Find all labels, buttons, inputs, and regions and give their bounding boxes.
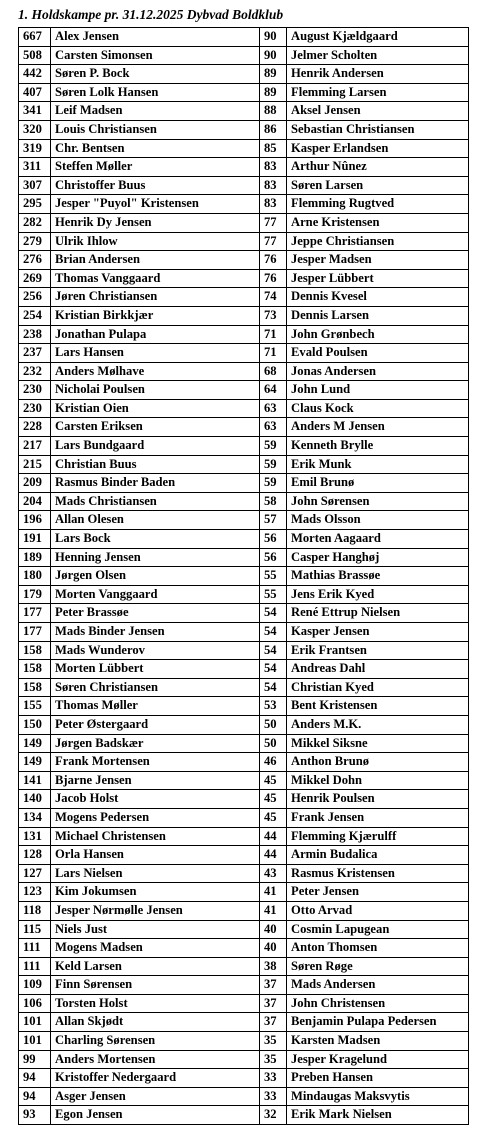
match-count-cell: 230 bbox=[19, 399, 51, 418]
match-count-cell: 276 bbox=[19, 251, 51, 270]
player-name-cell: Thomas Vanggaard bbox=[51, 269, 260, 288]
table-row bbox=[19, 381, 469, 400]
match-count-cell: 123 bbox=[19, 883, 51, 902]
match-count-cell: 111 bbox=[19, 939, 51, 958]
table-row bbox=[19, 846, 469, 865]
player-name-cell: Keld Larsen bbox=[51, 957, 260, 976]
player-name-cell: Brian Andersen bbox=[51, 251, 260, 270]
player-name-cell: Peter Østergaard bbox=[51, 715, 260, 734]
player-name-cell: Jeppe Christiansen bbox=[287, 232, 469, 251]
player-name-cell: Mads Binder Jensen bbox=[51, 623, 260, 642]
player-name-cell: Alex Jensen bbox=[51, 28, 260, 47]
match-count-cell: 94 bbox=[19, 1069, 51, 1088]
match-count-cell: 54 bbox=[260, 623, 287, 642]
player-name-cell: Morten Vanggaard bbox=[51, 585, 260, 604]
player-name-cell: Flemming Rugtved bbox=[287, 195, 469, 214]
match-count-cell: 180 bbox=[19, 567, 51, 586]
table-row bbox=[19, 771, 469, 790]
player-name-cell: Jørgen Olsen bbox=[51, 567, 260, 586]
table-row bbox=[19, 678, 469, 697]
match-count-cell: 101 bbox=[19, 1032, 51, 1051]
player-name-cell: Søren Larsen bbox=[287, 176, 469, 195]
player-name-cell: Lars Hansen bbox=[51, 344, 260, 363]
player-name-cell: Torsten Holst bbox=[51, 994, 260, 1013]
table-row bbox=[19, 530, 469, 549]
player-name-cell: Mogens Madsen bbox=[51, 939, 260, 958]
match-count-cell: 667 bbox=[19, 28, 51, 47]
table-row bbox=[19, 864, 469, 883]
table-row bbox=[19, 697, 469, 716]
match-count-cell: 269 bbox=[19, 269, 51, 288]
match-count-cell: 90 bbox=[260, 46, 287, 65]
table-row bbox=[19, 65, 469, 84]
match-count-cell: 59 bbox=[260, 474, 287, 493]
player-name-cell: Jesper Nørmølle Jensen bbox=[51, 901, 260, 920]
table-row bbox=[19, 251, 469, 270]
player-name-cell: Henrik Dy Jensen bbox=[51, 213, 260, 232]
match-count-cell: 115 bbox=[19, 920, 51, 939]
player-name-cell: Orla Hansen bbox=[51, 846, 260, 865]
player-name-cell: Mikkel Dohn bbox=[287, 771, 469, 790]
match-count-cell: 237 bbox=[19, 344, 51, 363]
table-row bbox=[19, 83, 469, 102]
match-count-cell: 89 bbox=[260, 83, 287, 102]
document-title: 1. Holdskampe pr. 31.12.2025 Dybvad Boldklub bbox=[18, 7, 284, 22]
match-count-cell: 128 bbox=[19, 846, 51, 865]
match-count-cell: 54 bbox=[260, 641, 287, 660]
match-count-cell: 179 bbox=[19, 585, 51, 604]
match-count-cell: 43 bbox=[260, 864, 287, 883]
match-count-cell: 150 bbox=[19, 715, 51, 734]
match-count-cell: 341 bbox=[19, 102, 51, 121]
match-count-cell: 56 bbox=[260, 530, 287, 549]
table-row bbox=[19, 158, 469, 177]
match-count-cell: 63 bbox=[260, 418, 287, 437]
player-name-cell: Christian Buus bbox=[51, 455, 260, 474]
table-row bbox=[19, 288, 469, 307]
player-name-cell: Kim Jokumsen bbox=[51, 883, 260, 902]
match-count-cell: 282 bbox=[19, 213, 51, 232]
match-count-cell: 307 bbox=[19, 176, 51, 195]
match-count-cell: 149 bbox=[19, 753, 51, 772]
player-name-cell: Henrik Andersen bbox=[287, 65, 469, 84]
table-row bbox=[19, 567, 469, 586]
player-name-cell: Bent Kristensen bbox=[287, 697, 469, 716]
match-count-cell: 407 bbox=[19, 83, 51, 102]
match-count-cell: 215 bbox=[19, 455, 51, 474]
match-count-cell: 71 bbox=[260, 325, 287, 344]
match-count-cell: 254 bbox=[19, 306, 51, 325]
match-count-cell: 46 bbox=[260, 753, 287, 772]
player-name-cell: John Grønbech bbox=[287, 325, 469, 344]
table-row bbox=[19, 623, 469, 642]
table-row bbox=[19, 939, 469, 958]
player-name-cell: Dennis Larsen bbox=[287, 306, 469, 325]
table-row bbox=[19, 139, 469, 158]
match-count-cell: 295 bbox=[19, 195, 51, 214]
match-count-cell: 101 bbox=[19, 1013, 51, 1032]
player-name-cell: Frank Mortensen bbox=[51, 753, 260, 772]
player-name-cell: Andreas Dahl bbox=[287, 660, 469, 679]
player-name-cell: Kristian Oien bbox=[51, 399, 260, 418]
player-name-cell: Erik Munk bbox=[287, 455, 469, 474]
match-count-cell: 44 bbox=[260, 827, 287, 846]
match-count-cell: 76 bbox=[260, 269, 287, 288]
player-name-cell: Nicholai Poulsen bbox=[51, 381, 260, 400]
table-row bbox=[19, 1106, 469, 1125]
player-name-cell: Niels Just bbox=[51, 920, 260, 939]
match-count-cell: 74 bbox=[260, 288, 287, 307]
match-count-cell: 59 bbox=[260, 455, 287, 474]
table-row bbox=[19, 176, 469, 195]
match-count-cell: 158 bbox=[19, 660, 51, 679]
match-count-cell: 38 bbox=[260, 957, 287, 976]
player-name-cell: Flemming Kjærulff bbox=[287, 827, 469, 846]
table-row bbox=[19, 808, 469, 827]
match-count-cell: 109 bbox=[19, 976, 51, 995]
match-count-cell: 141 bbox=[19, 771, 51, 790]
player-name-cell: Dennis Kvesel bbox=[287, 288, 469, 307]
table-row bbox=[19, 437, 469, 456]
table-row bbox=[19, 1087, 469, 1106]
table-row bbox=[19, 790, 469, 809]
match-count-cell: 228 bbox=[19, 418, 51, 437]
table-row bbox=[19, 213, 469, 232]
match-count-cell: 50 bbox=[260, 734, 287, 753]
table-row bbox=[19, 344, 469, 363]
table-row bbox=[19, 976, 469, 995]
table-row bbox=[19, 1069, 469, 1088]
match-count-cell: 131 bbox=[19, 827, 51, 846]
table-row bbox=[19, 269, 469, 288]
match-count-cell: 158 bbox=[19, 641, 51, 660]
player-name-cell: Flemming Larsen bbox=[287, 83, 469, 102]
player-name-cell: Aksel Jensen bbox=[287, 102, 469, 121]
player-name-cell: Jøren Christiansen bbox=[51, 288, 260, 307]
match-count-cell: 279 bbox=[19, 232, 51, 251]
table-row bbox=[19, 306, 469, 325]
player-name-cell: Bjarne Jensen bbox=[51, 771, 260, 790]
match-count-cell: 86 bbox=[260, 120, 287, 139]
player-name-cell: Christoffer Buus bbox=[51, 176, 260, 195]
match-count-table bbox=[18, 27, 469, 1125]
player-name-cell: Lars Nielsen bbox=[51, 864, 260, 883]
player-name-cell: Jens Erik Kyed bbox=[287, 585, 469, 604]
table-row bbox=[19, 920, 469, 939]
table-row bbox=[19, 232, 469, 251]
match-count-cell: 50 bbox=[260, 715, 287, 734]
player-name-cell: Carsten Eriksen bbox=[51, 418, 260, 437]
player-name-cell: Chr. Bentsen bbox=[51, 139, 260, 158]
match-count-cell: 35 bbox=[260, 1032, 287, 1051]
player-name-cell: Lars Bundgaard bbox=[51, 437, 260, 456]
player-name-cell: Mindaugas Maksvytis bbox=[287, 1087, 469, 1106]
player-name-cell: Claus Kock bbox=[287, 399, 469, 418]
table-row bbox=[19, 1050, 469, 1069]
match-count-cell: 77 bbox=[260, 213, 287, 232]
match-count-cell: 59 bbox=[260, 437, 287, 456]
player-name-cell: Jelmer Scholten bbox=[287, 46, 469, 65]
match-count-cell: 155 bbox=[19, 697, 51, 716]
player-name-cell: Arthur Nûnez bbox=[287, 158, 469, 177]
table-row bbox=[19, 901, 469, 920]
player-name-cell: Søren P. Bock bbox=[51, 65, 260, 84]
table-row bbox=[19, 455, 469, 474]
match-count-cell: 83 bbox=[260, 176, 287, 195]
table-row bbox=[19, 548, 469, 567]
match-count-cell: 83 bbox=[260, 158, 287, 177]
match-count-cell: 191 bbox=[19, 530, 51, 549]
match-count-cell: 55 bbox=[260, 567, 287, 586]
table-row bbox=[19, 883, 469, 902]
match-count-cell: 196 bbox=[19, 511, 51, 530]
table-row bbox=[19, 753, 469, 772]
player-name-cell: Armin Budalica bbox=[287, 846, 469, 865]
match-count-cell: 140 bbox=[19, 790, 51, 809]
match-count-cell: 83 bbox=[260, 195, 287, 214]
player-name-cell: Anders Mortensen bbox=[51, 1050, 260, 1069]
match-count-cell: 73 bbox=[260, 306, 287, 325]
player-name-cell: Mads Christiansen bbox=[51, 492, 260, 511]
match-count-cell: 90 bbox=[260, 28, 287, 47]
table-row bbox=[19, 511, 469, 530]
player-name-cell: Mogens Pedersen bbox=[51, 808, 260, 827]
match-count-cell: 33 bbox=[260, 1069, 287, 1088]
player-name-cell: Cosmin Lapugean bbox=[287, 920, 469, 939]
match-count-cell: 177 bbox=[19, 623, 51, 642]
table-row bbox=[19, 46, 469, 65]
match-count-cell: 77 bbox=[260, 232, 287, 251]
player-name-cell: Charling Sørensen bbox=[51, 1032, 260, 1051]
table-row bbox=[19, 1032, 469, 1051]
player-name-cell: Morten Aagaard bbox=[287, 530, 469, 549]
match-count-cell: 311 bbox=[19, 158, 51, 177]
match-count-cell: 44 bbox=[260, 846, 287, 865]
player-name-cell: Finn Sørensen bbox=[51, 976, 260, 995]
player-name-cell: Henning Jensen bbox=[51, 548, 260, 567]
player-name-cell: Kenneth Brylle bbox=[287, 437, 469, 456]
player-name-cell: Rasmus Binder Baden bbox=[51, 474, 260, 493]
match-count-cell: 85 bbox=[260, 139, 287, 158]
player-name-cell: Egon Jensen bbox=[51, 1106, 260, 1125]
player-name-cell: August Kjældgaard bbox=[287, 28, 469, 47]
table-row bbox=[19, 734, 469, 753]
match-count-cell: 94 bbox=[19, 1087, 51, 1106]
match-count-cell: 54 bbox=[260, 660, 287, 679]
table-row bbox=[19, 325, 469, 344]
match-count-cell: 118 bbox=[19, 901, 51, 920]
player-name-cell: Henrik Poulsen bbox=[287, 790, 469, 809]
table-row bbox=[19, 120, 469, 139]
player-name-cell: Mathias Brassøe bbox=[287, 567, 469, 586]
match-count-cell: 54 bbox=[260, 678, 287, 697]
player-name-cell: Mads Olsson bbox=[287, 511, 469, 530]
table-row bbox=[19, 994, 469, 1013]
player-name-cell: Kristoffer Nedergaard bbox=[51, 1069, 260, 1088]
player-name-cell: Mads Andersen bbox=[287, 976, 469, 995]
player-name-cell: Kristian Birkkjær bbox=[51, 306, 260, 325]
match-count-cell: 134 bbox=[19, 808, 51, 827]
match-count-cell: 232 bbox=[19, 362, 51, 381]
match-count-cell: 93 bbox=[19, 1106, 51, 1125]
player-name-cell: Emil Brunø bbox=[287, 474, 469, 493]
table-row bbox=[19, 660, 469, 679]
match-count-cell: 45 bbox=[260, 771, 287, 790]
match-count-cell: 88 bbox=[260, 102, 287, 121]
player-name-cell: Sebastian Christiansen bbox=[287, 120, 469, 139]
player-name-cell: Ulrik Ihlow bbox=[51, 232, 260, 251]
match-count-cell: 63 bbox=[260, 399, 287, 418]
match-count-cell: 33 bbox=[260, 1087, 287, 1106]
player-name-cell: Rasmus Kristensen bbox=[287, 864, 469, 883]
player-name-cell: René Ettrup Nielsen bbox=[287, 604, 469, 623]
match-count-cell: 37 bbox=[260, 976, 287, 995]
table-row bbox=[19, 715, 469, 734]
table-row bbox=[19, 195, 469, 214]
player-name-cell: Lars Bock bbox=[51, 530, 260, 549]
match-count-cell: 89 bbox=[260, 65, 287, 84]
player-name-cell: Erik Mark Nielsen bbox=[287, 1106, 469, 1125]
match-count-cell: 177 bbox=[19, 604, 51, 623]
player-name-cell: Jonas Andersen bbox=[287, 362, 469, 381]
match-count-cell: 204 bbox=[19, 492, 51, 511]
match-count-cell: 35 bbox=[260, 1050, 287, 1069]
player-name-cell: Carsten Simonsen bbox=[51, 46, 260, 65]
player-name-cell: Søren Christiansen bbox=[51, 678, 260, 697]
player-name-cell: Jacob Holst bbox=[51, 790, 260, 809]
match-count-cell: 230 bbox=[19, 381, 51, 400]
match-count-cell: 209 bbox=[19, 474, 51, 493]
match-count-cell: 57 bbox=[260, 511, 287, 530]
table-row bbox=[19, 102, 469, 121]
player-name-cell: Thomas Møller bbox=[51, 697, 260, 716]
match-count-cell: 442 bbox=[19, 65, 51, 84]
player-name-cell: Jørgen Badskær bbox=[51, 734, 260, 753]
player-name-cell: Morten Lübbert bbox=[51, 660, 260, 679]
player-name-cell: Peter Brassøe bbox=[51, 604, 260, 623]
match-count-cell: 56 bbox=[260, 548, 287, 567]
match-count-cell: 319 bbox=[19, 139, 51, 158]
table-row bbox=[19, 362, 469, 381]
player-name-cell: Søren Lolk Hansen bbox=[51, 83, 260, 102]
player-name-cell: Kasper Erlandsen bbox=[287, 139, 469, 158]
match-count-cell: 37 bbox=[260, 994, 287, 1013]
player-name-cell: Louis Christiansen bbox=[51, 120, 260, 139]
match-count-cell: 256 bbox=[19, 288, 51, 307]
table-row bbox=[19, 957, 469, 976]
player-name-cell: Otto Arvad bbox=[287, 901, 469, 920]
player-name-cell: Evald Poulsen bbox=[287, 344, 469, 363]
match-count-cell: 99 bbox=[19, 1050, 51, 1069]
player-name-cell: Anders Mølhave bbox=[51, 362, 260, 381]
player-name-cell: John Lund bbox=[287, 381, 469, 400]
match-count-cell: 149 bbox=[19, 734, 51, 753]
table-row bbox=[19, 604, 469, 623]
player-name-cell: Jonathan Pulapa bbox=[51, 325, 260, 344]
match-count-cell: 508 bbox=[19, 46, 51, 65]
match-count-cell: 217 bbox=[19, 437, 51, 456]
table-row bbox=[19, 28, 469, 47]
match-count-cell: 45 bbox=[260, 790, 287, 809]
match-count-cell: 111 bbox=[19, 957, 51, 976]
player-name-cell: Mikkel Siksne bbox=[287, 734, 469, 753]
match-count-cell: 41 bbox=[260, 901, 287, 920]
player-name-cell: Allan Skjødt bbox=[51, 1013, 260, 1032]
player-name-cell: Peter Jensen bbox=[287, 883, 469, 902]
match-count-cell: 54 bbox=[260, 604, 287, 623]
match-count-cell: 68 bbox=[260, 362, 287, 381]
match-count-cell: 41 bbox=[260, 883, 287, 902]
player-name-cell: Anders M Jensen bbox=[287, 418, 469, 437]
match-count-cell: 158 bbox=[19, 678, 51, 697]
table-row bbox=[19, 585, 469, 604]
player-name-cell: Benjamin Pulapa Pedersen bbox=[287, 1013, 469, 1032]
table-row bbox=[19, 474, 469, 493]
match-count-cell: 37 bbox=[260, 1013, 287, 1032]
match-count-cell: 53 bbox=[260, 697, 287, 716]
match-count-cell: 106 bbox=[19, 994, 51, 1013]
match-count-cell: 189 bbox=[19, 548, 51, 567]
player-name-cell: Kasper Jensen bbox=[287, 623, 469, 642]
player-name-cell: John Sørensen bbox=[287, 492, 469, 511]
match-count-cell: 320 bbox=[19, 120, 51, 139]
table-row bbox=[19, 641, 469, 660]
player-name-cell: Jesper "Puyol" Kristensen bbox=[51, 195, 260, 214]
player-name-cell: Anders M.K. bbox=[287, 715, 469, 734]
match-count-cell: 71 bbox=[260, 344, 287, 363]
match-count-cell: 64 bbox=[260, 381, 287, 400]
table-row bbox=[19, 418, 469, 437]
player-name-cell: Jesper Lübbert bbox=[287, 269, 469, 288]
player-name-cell: Christian Kyed bbox=[287, 678, 469, 697]
match-count-cell: 55 bbox=[260, 585, 287, 604]
match-count-cell: 58 bbox=[260, 492, 287, 511]
player-name-cell: Allan Olesen bbox=[51, 511, 260, 530]
player-name-cell: Arne Kristensen bbox=[287, 213, 469, 232]
player-name-cell: Anton Thomsen bbox=[287, 939, 469, 958]
player-name-cell: Erik Frantsen bbox=[287, 641, 469, 660]
player-name-cell: Leif Madsen bbox=[51, 102, 260, 121]
match-count-cell: 40 bbox=[260, 939, 287, 958]
player-name-cell: Michael Christensen bbox=[51, 827, 260, 846]
player-name-cell: Jesper Madsen bbox=[287, 251, 469, 270]
player-name-cell: Preben Hansen bbox=[287, 1069, 469, 1088]
player-name-cell: Steffen Møller bbox=[51, 158, 260, 177]
table-row bbox=[19, 492, 469, 511]
player-name-cell: Asger Jensen bbox=[51, 1087, 260, 1106]
match-count-cell: 40 bbox=[260, 920, 287, 939]
match-count-cell: 32 bbox=[260, 1106, 287, 1125]
match-count-cell: 238 bbox=[19, 325, 51, 344]
match-count-cell: 45 bbox=[260, 808, 287, 827]
table-row bbox=[19, 827, 469, 846]
match-count-cell: 76 bbox=[260, 251, 287, 270]
table-row bbox=[19, 399, 469, 418]
player-name-cell: Mads Wunderov bbox=[51, 641, 260, 660]
table-body bbox=[19, 28, 469, 1125]
player-name-cell: Jesper Kragelund bbox=[287, 1050, 469, 1069]
table-row bbox=[19, 1013, 469, 1032]
player-name-cell: John Christensen bbox=[287, 994, 469, 1013]
player-name-cell: Karsten Madsen bbox=[287, 1032, 469, 1051]
match-count-cell: 127 bbox=[19, 864, 51, 883]
player-name-cell: Anthon Brunø bbox=[287, 753, 469, 772]
player-name-cell: Frank Jensen bbox=[287, 808, 469, 827]
player-name-cell: Casper Hanghøj bbox=[287, 548, 469, 567]
player-name-cell: Søren Røge bbox=[287, 957, 469, 976]
